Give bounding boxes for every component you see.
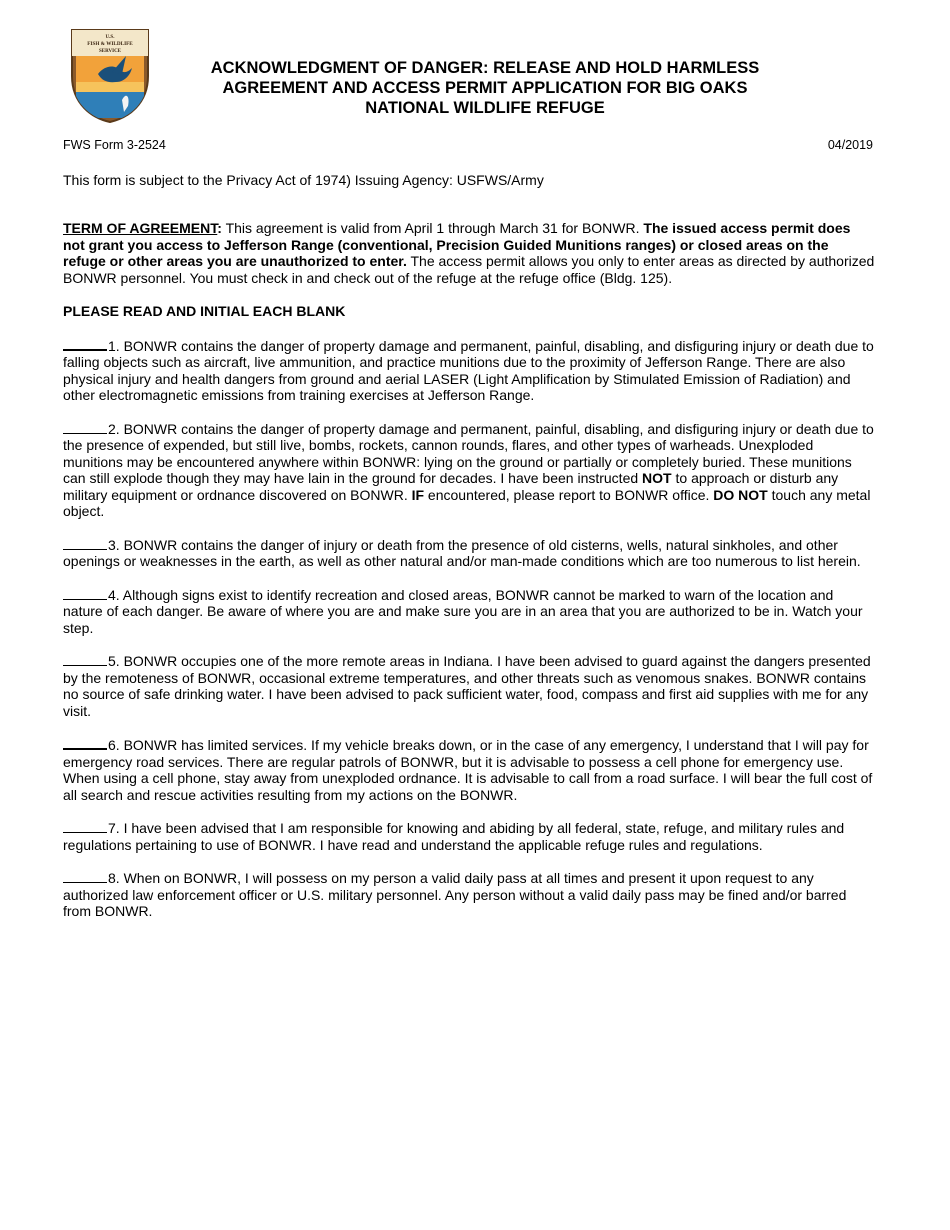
form-title <box>165 58 805 118</box>
danger-item-text: 7. I have been advised that I am responsible for knowing and abiding by all federal, state, refuge, and military rules and regulations pertaining to use of BONWR. I have read and understand the applicable refuge rules and regulations. <box>63 820 845 853</box>
danger-item-3 <box>63 537 875 570</box>
danger-item-text: 8. When on BONWR, I will possess on my person a valid daily pass at all times and present it upon request to any authorized law enforcement officer or U.S. military personnel. Any person without a valid daily pass may be fined and/or barred from BONWR. <box>63 870 847 919</box>
danger-item-1 <box>63 337 875 404</box>
danger-item-6 <box>63 736 875 803</box>
initial-blank-4[interactable] <box>63 587 107 600</box>
emphasis-if: IF <box>411 486 425 503</box>
logo-text-main: FISH & WILDLIFE <box>87 41 133 47</box>
danger-item-text: 1. BONWR contains the danger of property damage and permanent, painful, disabling, and disfiguring injury or death due to falling objects such as aircraft, live ammunition, and practice munitions due to the proximity of Jefferson Range. There are also physical injury and health dangers from ground and aerial LASER (Light Amplification by Stimulated Emission of Radiation) and other electromagnetic emissions from training exercises at Jefferson Range. <box>63 337 874 403</box>
term-label: TERM OF AGREEMENT <box>63 220 218 236</box>
form-revision-date: 04/2019 <box>827 138 873 152</box>
emphasis-do-not: DO NOT <box>713 486 768 503</box>
danger-item-text: 4. Although signs exist to identify recreation and closed areas, BONWR cannot be marked to warn of the location and nature of each danger. Be aware of where you are and make sure you are in an area that you are authorized to be in. Watch your step. <box>63 586 863 636</box>
danger-item-2 <box>63 421 875 520</box>
emphasis-not: NOT <box>642 470 672 486</box>
form-number: FWS Form 3-2524 <box>63 138 166 152</box>
initial-blank-3[interactable] <box>63 537 107 550</box>
term-colon: : <box>217 220 222 236</box>
privacy-act-notice: This form is subject to the Privacy Act of 1974) Issuing Agency: USFWS/Army <box>63 172 544 188</box>
term-of-agreement <box>63 220 875 286</box>
term-text-2: The access permit allows you only to enter areas as directed by authorized BONWR personnel. You must check in and check out of the refuge at the refuge office (Bldg. 125). <box>63 253 875 286</box>
danger-item-7 <box>63 820 875 853</box>
danger-item-text: 3. BONWR contains the danger of injury or death from the presence of old cisterns, wells, natural sinkholes, and other openings or weaknesses in the earth, as well as other natural and/or man-made conditions which are too numerous to list herein. <box>63 536 861 569</box>
danger-item-text: encountered, please report to BONWR office. <box>424 486 714 503</box>
initial-blank-8[interactable] <box>63 870 107 883</box>
form-title-line: NATIONAL WILDLIFE REFUGE <box>365 99 605 117</box>
danger-item-text: 5. BONWR occupies one of the more remote areas in Indiana. I have been advised to guard against the dangers presented by the remoteness of BONWR, occasional extreme temperatures, and other threats such as venomous snakes. BONWR contains no source of safe drinking water. I have been advised to pack sufficient water, food, compass and first aid supplies with me for any visit. <box>63 653 871 719</box>
term-bold-text: The issued access permit does not grant you access to Jefferson Range (conventional, Precision Guided Munitions ranges) or closed areas on the refuge or other areas you are unauthorized to enter. <box>63 220 851 269</box>
term-text-1: This agreement is valid from April 1 through March 31 for BONWR. <box>221 220 644 236</box>
form-title-line: AGREEMENT AND ACCESS PERMIT APPLICATION FOR BIG OAKS <box>222 79 748 97</box>
danger-item-4 <box>63 587 875 637</box>
danger-item-text: 6. BONWR has limited services. If my vehicle breaks down, or in the case of any emergency, I understand that I will pay for emergency road services. There are regular patrols of BONWR, but it is advisable to possess a cell phone for emergency use. When using a cell phone, stay away from unexploded ordnance. It is advisable to call from a road surface. I will bear the full cost of all search and rescue activities resulting from my actions on the BONWR. <box>63 737 873 803</box>
danger-item-text: 2. BONWR contains the danger of property damage and permanent, painful, disabling, and disfiguring injury or death due to the presence of expended, but still live, bombs, rockets, cannon rounds, flares, and other types of warheads. Unexploded munitions may be encountered anywhere within BONWR: lying on the ground or partially or completely buried. These munitions can still explode though they may have lain in the ground for decades. I have been instructed <box>63 420 874 486</box>
logo-text-sub: SERVICE <box>98 49 122 54</box>
danger-item-text: touch any metal object. <box>63 486 871 519</box>
form-body <box>63 220 875 937</box>
initial-blank-5[interactable] <box>63 653 107 666</box>
instruction-heading: PLEASE READ AND INITIAL EACH BLANK <box>63 303 346 319</box>
danger-item-8 <box>63 870 875 920</box>
danger-item-text: to approach or disturb any military equipment or ordnance discovered on BONWR. <box>63 470 839 503</box>
initial-blank-1[interactable] <box>63 337 107 351</box>
initial-blank-6[interactable] <box>63 736 107 750</box>
usfws-logo-icon <box>68 26 152 124</box>
danger-item-5 <box>63 653 875 719</box>
initial-blank-2[interactable] <box>63 421 107 434</box>
form-title-line: ACKNOWLEDGMENT OF DANGER: RELEASE AND HOLD HARMLESS <box>210 59 760 77</box>
initial-blank-7[interactable] <box>63 820 107 833</box>
logo-text-top: U.S. <box>105 35 115 40</box>
